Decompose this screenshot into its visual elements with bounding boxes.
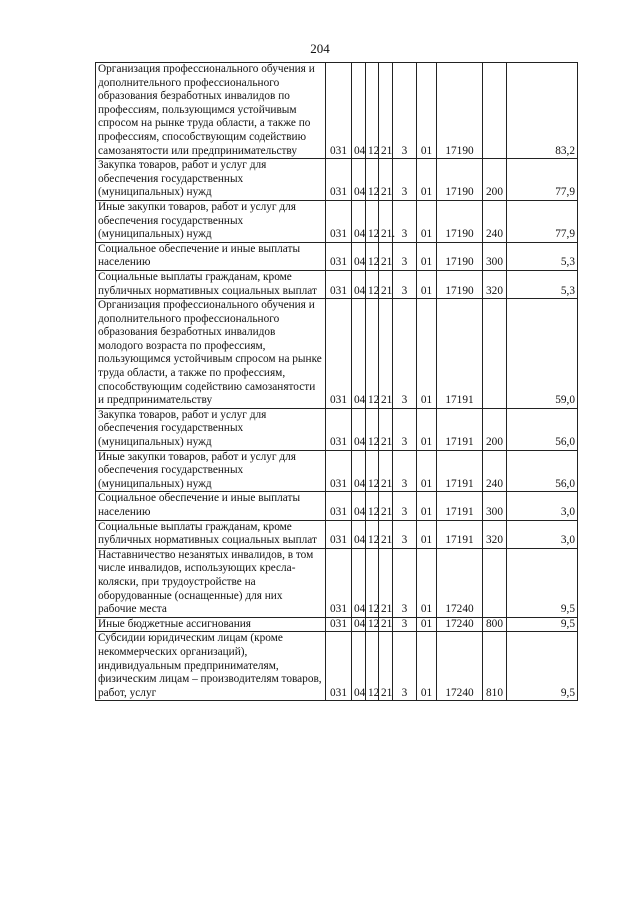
row-p4: 17190: [437, 63, 483, 159]
row-p1: 21: [379, 242, 393, 270]
row-p3: 01: [417, 242, 437, 270]
table-row: [96, 299, 578, 409]
row-name: Организация профессионального обучения и дополнительного профессионального образования безработных инвалидов по профессиям, пользующимся устойчивым спросом на рынке труда области, а также по профессиям, способствующим содействию самозанятости или предпринимательству: [96, 63, 326, 159]
row-name: Организация профессионального обучения и дополнительного профессионального образования безработных инвалидов молодого возраста по профессиям, пользующимся устойчивым спросом на рынке труда области, а также по профессиям, способствующим содействию самозанятости и предпринимательству: [96, 299, 326, 409]
row-vr: [483, 63, 507, 159]
row-p1: 21: [379, 159, 393, 201]
row-p2: 3: [393, 492, 417, 520]
row-p2: 3: [393, 408, 417, 450]
row-ved: 031: [326, 492, 352, 520]
row-name: Социальные выплаты гражданам, кроме публичных нормативных социальных выплат: [96, 270, 326, 298]
row-sum: 9,5: [507, 632, 578, 701]
row-vr: 810: [483, 632, 507, 701]
row-p3: 01: [417, 159, 437, 201]
table-row: [96, 242, 578, 270]
row-p4: 17240: [437, 617, 483, 632]
budget-table: [95, 62, 578, 701]
table-row: [96, 270, 578, 298]
row-pr: 12: [366, 270, 379, 298]
row-p2: 3: [393, 270, 417, 298]
row-pr: 12: [366, 408, 379, 450]
row-name: Субсидии юридическим лицам (кроме некоммерческих организаций), индивидуальным предпринимателям, физическим лицам – производителям товаров, работ, услуг: [96, 632, 326, 701]
table-row: [96, 548, 578, 617]
row-pr: 12: [366, 242, 379, 270]
row-pr: 12: [366, 520, 379, 548]
row-p2: 3: [393, 159, 417, 201]
row-pr: 12: [366, 492, 379, 520]
row-rz: 04: [352, 408, 366, 450]
row-sum: 83,2: [507, 63, 578, 159]
row-name: Наставничество незанятых инвалидов, в том числе инвалидов, использующих кресла-коляски, при трудоустройстве на оборудованные (оснащенные) для них рабочие места: [96, 548, 326, 617]
row-p3: 01: [417, 63, 437, 159]
row-p2: 3: [393, 63, 417, 159]
row-ved: 031: [326, 632, 352, 701]
row-name: Социальные выплаты гражданам, кроме публичных нормативных социальных выплат: [96, 520, 326, 548]
row-name: Иные закупки товаров, работ и услуг для обеспечения государственных (муниципальных) нужд: [96, 450, 326, 492]
table-row: [96, 159, 578, 201]
table-row: [96, 450, 578, 492]
row-sum: 5,3: [507, 242, 578, 270]
row-name: Социальное обеспечение и иные выплаты населению: [96, 242, 326, 270]
row-vr: 200: [483, 159, 507, 201]
row-pr: 12: [366, 450, 379, 492]
row-p2: 3: [393, 632, 417, 701]
row-p4: 17240: [437, 548, 483, 617]
row-p1: 21: [379, 63, 393, 159]
row-ved: 031: [326, 299, 352, 409]
row-rz: 04: [352, 632, 366, 701]
page-number: 204: [310, 41, 330, 56]
row-rz: 04: [352, 492, 366, 520]
row-p1: 21.: [379, 200, 393, 242]
row-p4: 17190: [437, 200, 483, 242]
row-rz: 04: [352, 270, 366, 298]
row-sum: 5,3: [507, 270, 578, 298]
row-p2: 3: [393, 520, 417, 548]
row-rz: 04: [352, 63, 366, 159]
row-p4: 17240: [437, 632, 483, 701]
row-vr: 320: [483, 520, 507, 548]
row-rz: 04: [352, 617, 366, 632]
row-sum: 3,0: [507, 520, 578, 548]
row-name: Закупка товаров, работ и услуг для обеспечения государственных (муниципальных) нужд: [96, 408, 326, 450]
row-pr: 12: [366, 299, 379, 409]
row-name: Социальное обеспечение и иные выплаты населению: [96, 492, 326, 520]
table-row: [96, 492, 578, 520]
row-ved: 031: [326, 617, 352, 632]
table-row: [96, 632, 578, 701]
row-p4: 17190: [437, 270, 483, 298]
row-vr: 300: [483, 242, 507, 270]
row-p3: 01: [417, 492, 437, 520]
row-rz: 04: [352, 548, 366, 617]
row-p1: 21: [379, 548, 393, 617]
row-p1: 21: [379, 270, 393, 298]
row-vr: 200: [483, 408, 507, 450]
row-sum: 77,9: [507, 200, 578, 242]
row-rz: 04: [352, 299, 366, 409]
row-p2: 3: [393, 450, 417, 492]
row-p3: 01: [417, 617, 437, 632]
row-p2: 3: [393, 200, 417, 242]
table-row: [96, 63, 578, 159]
row-p1: 21: [379, 520, 393, 548]
row-pr: 12: [366, 63, 379, 159]
row-vr: 800: [483, 617, 507, 632]
row-sum: 56,0: [507, 408, 578, 450]
row-ved: 031: [326, 548, 352, 617]
row-p3: 01: [417, 299, 437, 409]
row-ved: 031: [326, 242, 352, 270]
row-p4: 17191: [437, 450, 483, 492]
table-row: [96, 520, 578, 548]
row-p1: 21: [379, 299, 393, 409]
row-p3: 01: [417, 520, 437, 548]
row-rz: 04: [352, 450, 366, 492]
row-ved: 031: [326, 520, 352, 548]
row-vr: 240: [483, 200, 507, 242]
row-p2: 3: [393, 617, 417, 632]
row-p4: 17191: [437, 492, 483, 520]
row-p3: 01: [417, 270, 437, 298]
row-p1: 21: [379, 632, 393, 701]
row-p3: 01: [417, 632, 437, 701]
row-pr: 12: [366, 159, 379, 201]
row-pr: 12: [366, 632, 379, 701]
row-ved: 031: [326, 159, 352, 201]
row-vr: [483, 548, 507, 617]
row-sum: 59,0: [507, 299, 578, 409]
row-p4: 17191: [437, 408, 483, 450]
row-p2: 3: [393, 548, 417, 617]
row-vr: 320: [483, 270, 507, 298]
table-row: [96, 408, 578, 450]
row-pr: 12: [366, 548, 379, 617]
row-name: Иные бюджетные ассигнования: [96, 617, 326, 632]
row-p4: 17190: [437, 159, 483, 201]
row-p2: 3: [393, 242, 417, 270]
row-p3: 01: [417, 548, 437, 617]
row-pr: 12: [366, 617, 379, 632]
row-ved: 031: [326, 270, 352, 298]
row-rz: 04: [352, 159, 366, 201]
row-sum: 9,5: [507, 548, 578, 617]
row-sum: 9,5: [507, 617, 578, 632]
row-p4: 17191: [437, 299, 483, 409]
row-ved: 031: [326, 408, 352, 450]
row-rz: 04: [352, 200, 366, 242]
row-sum: 3,0: [507, 492, 578, 520]
row-rz: 04: [352, 242, 366, 270]
row-p3: 01: [417, 200, 437, 242]
row-sum: 77,9: [507, 159, 578, 201]
row-vr: 240: [483, 450, 507, 492]
row-vr: [483, 299, 507, 409]
row-p1: 21: [379, 450, 393, 492]
row-ved: 031: [326, 200, 352, 242]
row-sum: 56,0: [507, 450, 578, 492]
row-p1: 21: [379, 492, 393, 520]
row-p3: 01: [417, 408, 437, 450]
row-p4: 17191: [437, 520, 483, 548]
row-ved: 031: [326, 450, 352, 492]
row-p4: 17190: [437, 242, 483, 270]
row-p2: 3: [393, 299, 417, 409]
table-row: [96, 200, 578, 242]
table-body: [96, 63, 578, 701]
row-vr: 300: [483, 492, 507, 520]
row-name: Закупка товаров, работ и услуг для обеспечения государственных (муниципальных) нужд: [96, 159, 326, 201]
row-name: Иные закупки товаров, работ и услуг для обеспечения государственных (муниципальных) нужд: [96, 200, 326, 242]
row-pr: 12: [366, 200, 379, 242]
row-rz: 04: [352, 520, 366, 548]
table-row: [96, 617, 578, 632]
row-p1: 21: [379, 408, 393, 450]
row-p1: 21: [379, 617, 393, 632]
row-p3: 01: [417, 450, 437, 492]
row-ved: 031: [326, 63, 352, 159]
